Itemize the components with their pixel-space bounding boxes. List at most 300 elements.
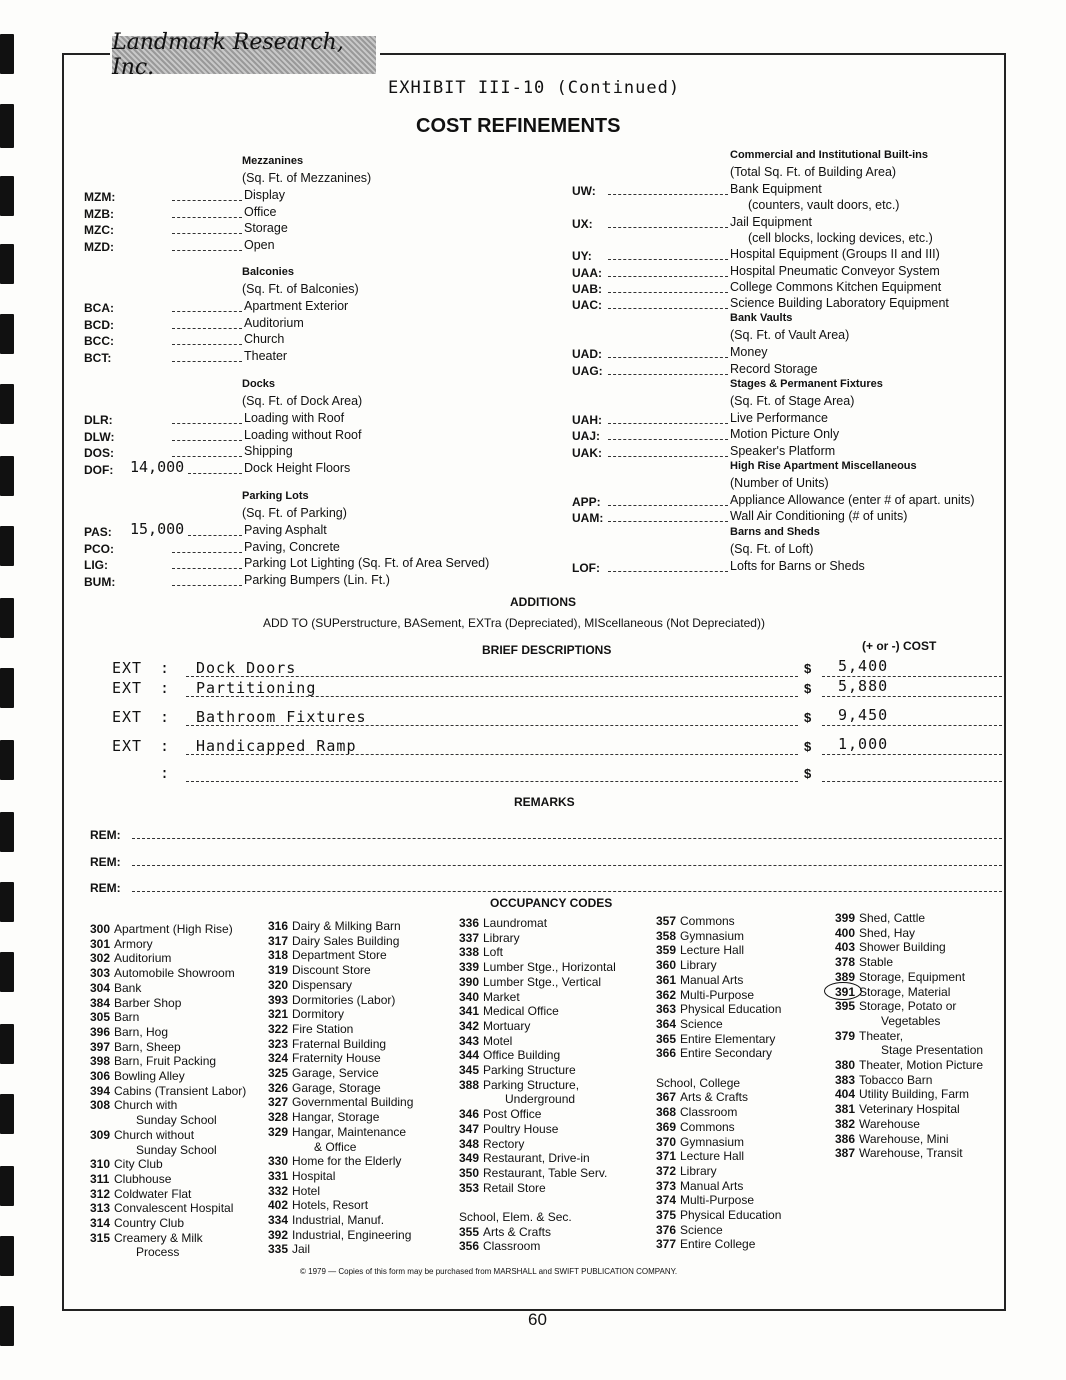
occupancy-entry bbox=[459, 945, 616, 960]
item-label: Apartment Exterior bbox=[244, 299, 349, 313]
exhibit-label: EXHIBIT III-10 (Continued) bbox=[388, 78, 681, 98]
addition-description: Partitioning bbox=[196, 679, 317, 697]
occupancy-label: Discount Store bbox=[292, 963, 371, 978]
item-code: UAJ: bbox=[572, 429, 601, 444]
item-sublabel: (cell blocks, locking devices, etc.) bbox=[748, 230, 933, 245]
occupancy-entry bbox=[835, 955, 983, 970]
group-subtitle: (Number of Units) bbox=[730, 475, 829, 490]
addition-line bbox=[186, 754, 798, 755]
addition-colon: : bbox=[160, 659, 171, 677]
remark-label: REM: bbox=[90, 881, 121, 895]
occupancy-entry bbox=[656, 929, 781, 944]
occupancy-label: Rectory bbox=[483, 1136, 525, 1151]
occupancy-code: 306 bbox=[90, 1069, 111, 1084]
occupancy-code: 353 bbox=[459, 1180, 480, 1195]
occupancy-entry bbox=[656, 1120, 781, 1135]
occupancy-label: Arts & Crafts bbox=[483, 1224, 552, 1239]
group-title: Commercial and Institutional Built-ins bbox=[730, 149, 929, 161]
occupancy-entry bbox=[835, 926, 983, 941]
occupancy-entry bbox=[268, 1081, 413, 1096]
item-code: UAK: bbox=[572, 445, 602, 460]
addition-colon: : bbox=[160, 764, 171, 782]
occupancy-label: Library bbox=[483, 930, 520, 945]
item-label: Lofts for Barns or Sheds bbox=[730, 558, 865, 573]
item-code: DLW: bbox=[84, 429, 115, 444]
item-code: APP: bbox=[572, 494, 601, 509]
occupancy-entry bbox=[90, 996, 246, 1011]
occupancy-label: Dormitory bbox=[292, 1007, 345, 1022]
occupancy-entry bbox=[835, 1043, 983, 1058]
item-code: DLR: bbox=[84, 413, 113, 427]
occupancy-entry bbox=[459, 960, 616, 975]
occupancy-entry bbox=[459, 1181, 616, 1196]
occupancy-label: Office Building bbox=[483, 1048, 561, 1063]
occupancy-code: 375 bbox=[656, 1208, 677, 1223]
addition-dollar: $ bbox=[804, 710, 812, 725]
addition-dollar: $ bbox=[804, 681, 812, 696]
item-label: Bank Equipment bbox=[730, 182, 822, 196]
occupancy-code: 362 bbox=[656, 987, 677, 1002]
occupancy-code: 363 bbox=[656, 1002, 677, 1017]
circled-code-mark bbox=[824, 982, 862, 1000]
occupancy-code: 327 bbox=[268, 1095, 289, 1110]
occupancy-code: 365 bbox=[656, 1031, 677, 1046]
occupancy-entry bbox=[90, 1054, 246, 1069]
occupancy-label: Arts & Crafts bbox=[680, 1090, 749, 1105]
occupancy-code: 315 bbox=[90, 1230, 111, 1245]
occupancy-entry bbox=[90, 1245, 246, 1260]
item-fill-line bbox=[608, 276, 728, 277]
item-label: Appliance Allowance (enter # of apart. units) bbox=[730, 492, 975, 507]
occupancy-label: Library bbox=[680, 958, 717, 973]
occupancy-label: Stable bbox=[859, 955, 894, 970]
occupancy-label: Fraternity House bbox=[292, 1051, 381, 1066]
occupancy-code: 404 bbox=[835, 1087, 856, 1102]
addition-type: EXT bbox=[112, 737, 143, 755]
occupancy-entry bbox=[656, 1179, 781, 1194]
item-sublabel: (counters, vault doors, etc.) bbox=[748, 198, 900, 213]
occupancy-code: 359 bbox=[656, 943, 677, 958]
occupancy-label: Post Office bbox=[483, 1107, 542, 1122]
occupancy-entry bbox=[459, 1019, 616, 1034]
item-label: Jail Equipment bbox=[730, 214, 812, 229]
occupancy-code: 310 bbox=[90, 1157, 111, 1172]
occupancy-code: 347 bbox=[459, 1121, 480, 1136]
occupancy-entry bbox=[459, 1004, 616, 1019]
occupancy-code: 360 bbox=[656, 958, 677, 973]
occupancy-entry bbox=[90, 1216, 246, 1231]
group-title: Docks bbox=[242, 378, 276, 390]
occupancy-code: 389 bbox=[835, 969, 856, 984]
occupancy-column bbox=[268, 919, 413, 1257]
occupancy-entry bbox=[459, 1166, 616, 1181]
occupancy-label: Governmental Building bbox=[292, 1095, 414, 1110]
company-logo: Landmark Research, Inc. bbox=[112, 36, 376, 74]
item-fill-line bbox=[608, 259, 728, 260]
occupancy-entry bbox=[268, 1022, 413, 1037]
occupancy-entry bbox=[656, 1032, 781, 1047]
item-code: BCC: bbox=[84, 334, 114, 348]
occupancy-label: Barn, Sheep bbox=[114, 1039, 181, 1054]
item-fill-line bbox=[608, 308, 728, 309]
group-subtitle: (Sq. Ft. of Dock Area) bbox=[242, 394, 363, 408]
occupancy-label: Dairy Sales Building bbox=[292, 933, 400, 948]
item-fill-line bbox=[172, 585, 242, 586]
occupancy-label: Shower Building bbox=[859, 940, 946, 955]
occupancy-entry bbox=[459, 1048, 616, 1063]
item-value: 14,000 bbox=[130, 457, 185, 476]
item-fill-line bbox=[608, 571, 728, 572]
occupancy-code: 396 bbox=[90, 1024, 111, 1039]
occupancy-entry bbox=[656, 1105, 781, 1120]
item-label: Church bbox=[244, 332, 285, 346]
occupancy-label: Restaurant, Table Serv. bbox=[483, 1165, 608, 1180]
occupancy-label: Hospital bbox=[292, 1168, 336, 1183]
occupancy-code: 314 bbox=[90, 1216, 111, 1231]
addition-dollar: $ bbox=[804, 766, 812, 781]
item-label: Shipping bbox=[244, 444, 293, 458]
group-title: High Rise Apartment Miscellaneous bbox=[730, 459, 917, 472]
item-label: Wall Air Conditioning (# of units) bbox=[730, 509, 908, 524]
occupancy-column bbox=[459, 916, 616, 1254]
occupancy-code: 341 bbox=[459, 1004, 480, 1019]
occupancy-code: 349 bbox=[459, 1151, 480, 1166]
occupancy-label: Dormitories (Labor) bbox=[292, 992, 396, 1007]
occupancy-code: 377 bbox=[656, 1237, 677, 1252]
occupancy-entry bbox=[268, 1007, 413, 1022]
item-fill-line bbox=[608, 456, 728, 457]
occupancy-entry bbox=[268, 1037, 413, 1052]
addition-cost-line bbox=[822, 754, 1002, 755]
occupancy-entry bbox=[835, 999, 983, 1014]
item-label: Loading with Roof bbox=[244, 411, 345, 425]
item-label: Money bbox=[730, 345, 768, 360]
item-fill-line bbox=[608, 521, 728, 522]
item-code: BUM: bbox=[84, 574, 116, 589]
item-label: Live Performance bbox=[730, 411, 828, 425]
addition-cost-line bbox=[822, 781, 1002, 782]
occupancy-entry bbox=[268, 1051, 413, 1066]
occupancy-label: Underground bbox=[505, 1092, 576, 1107]
occupancy-entry bbox=[656, 1135, 781, 1150]
occupancy-label: Process bbox=[136, 1245, 180, 1260]
occupancy-entry bbox=[459, 916, 616, 931]
addition-type: EXT bbox=[112, 679, 143, 697]
occupancy-label: Warehouse bbox=[859, 1116, 920, 1131]
add-to-line: ADD TO (SUPerstructure, BASement, EXTra (Depreciated), MIScellaneous (Not Depreciated)) bbox=[263, 616, 765, 630]
occupancy-entry bbox=[90, 937, 246, 952]
occupancy-label: Storage, Equipment bbox=[859, 969, 966, 984]
occupancy-code: 336 bbox=[459, 916, 480, 930]
occupancy-label: Fire Station bbox=[292, 1021, 354, 1036]
occupancy-label: Department Store bbox=[292, 948, 387, 963]
group-subtitle: (Sq. Ft. of Balconies) bbox=[242, 282, 359, 296]
occupancy-code: 355 bbox=[459, 1224, 480, 1239]
occupancy-entry bbox=[656, 1223, 781, 1238]
occupancy-label: Industrial, Engineering bbox=[292, 1227, 412, 1242]
occupancy-label: Garage, Storage bbox=[292, 1080, 381, 1095]
occupancy-label: Motel bbox=[483, 1033, 513, 1048]
occupancy-entry bbox=[459, 1225, 616, 1240]
occupancy-entry bbox=[90, 922, 246, 937]
occupancy-label: Fraternal Building bbox=[292, 1036, 387, 1051]
occupancy-code: 326 bbox=[268, 1080, 289, 1095]
occupancy-code: 374 bbox=[656, 1193, 677, 1208]
occupancy-entry bbox=[835, 1073, 983, 1088]
item-label: Speaker's Platform bbox=[730, 443, 836, 458]
group-subtitle: (Total Sq. Ft. of Building Area) bbox=[730, 165, 897, 179]
occupancy-label: Lecture Hall bbox=[680, 1149, 745, 1164]
item-fill-line bbox=[172, 552, 242, 553]
occupancy-entry bbox=[835, 1014, 983, 1029]
occupancy-entry bbox=[459, 1151, 616, 1166]
occupancy-code: 399 bbox=[835, 911, 856, 925]
occupancy-code: 342 bbox=[459, 1018, 480, 1033]
occupancy-label: Classroom bbox=[680, 1105, 738, 1120]
item-label: Theater bbox=[244, 348, 288, 363]
occupancy-entry bbox=[459, 1239, 616, 1254]
occupancy-label: Automobile Showroom bbox=[114, 966, 235, 981]
occupancy-entry bbox=[90, 1069, 246, 1084]
occupancy-label: Storage, Material bbox=[859, 984, 951, 999]
occupancy-code: 312 bbox=[90, 1186, 111, 1201]
remark-line bbox=[132, 891, 1002, 892]
remark-label: REM: bbox=[90, 855, 121, 869]
item-code: DOF: bbox=[84, 462, 114, 477]
occupancy-label: Auditorium bbox=[114, 951, 172, 966]
item-label: Display bbox=[244, 188, 285, 202]
occupancy-entry bbox=[835, 940, 983, 955]
item-fill-line bbox=[608, 227, 728, 228]
occupancy-entry bbox=[656, 973, 781, 988]
occupancy-code: 384 bbox=[90, 995, 111, 1010]
occupancy-entry bbox=[268, 1169, 413, 1184]
addition-type: EXT bbox=[112, 708, 143, 726]
occupancy-entry bbox=[835, 1029, 983, 1044]
occupancy-entry bbox=[90, 1098, 246, 1113]
occupancy-label: Storage, Potato or bbox=[859, 999, 957, 1014]
occupancy-code: 325 bbox=[268, 1066, 289, 1081]
occupancy-label: Sunday School bbox=[136, 1142, 217, 1157]
item-label: Motion Picture Only bbox=[730, 427, 840, 442]
occupancy-entry bbox=[459, 1122, 616, 1137]
occupancy-label: Dispensary bbox=[292, 977, 353, 992]
occupancy-code: 376 bbox=[656, 1222, 677, 1237]
occupancy-label: Manual Arts bbox=[680, 972, 744, 987]
occupancy-label: Science bbox=[680, 1222, 723, 1237]
occupancy-label: Physical Education bbox=[680, 1002, 782, 1017]
occupancy-code: 402 bbox=[268, 1198, 289, 1213]
occupancy-column bbox=[90, 922, 246, 1260]
occupancy-label: Hangar, Storage bbox=[292, 1110, 380, 1125]
occupancy-label: Entire College bbox=[680, 1237, 756, 1252]
occupancy-label: City Club bbox=[114, 1157, 163, 1172]
occupancy-code: 334 bbox=[268, 1213, 289, 1228]
item-code: BCA: bbox=[84, 301, 114, 315]
occupancy-label: Industrial, Manuf. bbox=[292, 1213, 385, 1228]
occupancy-label: Cabins (Transient Labor) bbox=[114, 1083, 247, 1098]
occupancy-label: Barn bbox=[114, 1010, 140, 1025]
occupancy-code: 397 bbox=[90, 1039, 111, 1054]
occupancy-entry bbox=[90, 1172, 246, 1187]
item-fill-line bbox=[172, 568, 242, 569]
group-title: Mezzanines bbox=[242, 155, 304, 167]
item-label: Hospital Equipment (Groups II and III) bbox=[730, 247, 940, 262]
occupancy-code: 335 bbox=[268, 1242, 289, 1257]
occupancy-code: 386 bbox=[835, 1131, 856, 1146]
occupancy-code: 378 bbox=[835, 955, 856, 970]
occupancy-code: 373 bbox=[656, 1178, 677, 1193]
occupancy-label: Market bbox=[483, 989, 520, 1004]
occupancy-code: 367 bbox=[656, 1090, 677, 1105]
occupancy-entry bbox=[90, 981, 246, 996]
occupancy-label: Multi-Purpose bbox=[680, 987, 755, 1002]
occupancy-entry bbox=[90, 1025, 246, 1040]
addition-colon: : bbox=[160, 708, 171, 726]
occupancy-entry bbox=[656, 1149, 781, 1164]
occupancy-label: Mortuary bbox=[483, 1018, 531, 1033]
occupancy-entry bbox=[835, 911, 983, 926]
occupancy-label: Parking Structure bbox=[483, 1063, 576, 1078]
page-title: COST REFINEMENTS bbox=[416, 115, 621, 137]
occupancy-entry bbox=[268, 934, 413, 949]
occupancy-code: 394 bbox=[90, 1083, 111, 1098]
item-label: Auditorium bbox=[244, 315, 304, 330]
occupancy-code: 350 bbox=[459, 1165, 480, 1180]
occupancy-label: Armory bbox=[114, 936, 153, 951]
occupancy-label: Coldwater Flat bbox=[114, 1186, 192, 1201]
occupancy-code: 388 bbox=[459, 1077, 480, 1092]
occupancy-entry bbox=[835, 1087, 983, 1102]
addition-type: EXT bbox=[112, 659, 143, 677]
occupancy-entry bbox=[90, 1128, 246, 1143]
addition-cost: 5,400 bbox=[838, 657, 889, 675]
item-label: Hospital Pneumatic Conveyor System bbox=[730, 263, 940, 278]
occupancy-code: 311 bbox=[90, 1171, 110, 1186]
occupancy-entry bbox=[656, 1046, 781, 1061]
occupancy-label: Hangar, Maintenance bbox=[292, 1124, 407, 1139]
item-label: Parking Bumpers (Lin. Ft.) bbox=[244, 572, 390, 587]
occupancy-code: 395 bbox=[835, 999, 856, 1014]
addition-cost: 9,450 bbox=[838, 706, 889, 724]
occupancy-entry bbox=[268, 1154, 413, 1169]
occupancy-label: Utility Building, Farm bbox=[859, 1087, 970, 1102]
item-code: UAM: bbox=[572, 511, 604, 526]
occupancy-label: Loft bbox=[483, 945, 504, 960]
item-code: UW: bbox=[572, 184, 596, 198]
item-code: UAC: bbox=[572, 298, 602, 313]
item-code: MZM: bbox=[84, 190, 116, 204]
page-number: 60 bbox=[528, 1310, 547, 1329]
occupancy-code: 398 bbox=[90, 1054, 111, 1069]
item-value: 15,000 bbox=[130, 520, 185, 538]
occupancy-label: Warehouse, Mini bbox=[859, 1131, 949, 1146]
occupancy-label: Poultry House bbox=[483, 1121, 559, 1136]
occupancy-entry bbox=[268, 1228, 413, 1243]
occupancy-label: Entire Secondary bbox=[680, 1046, 773, 1061]
occupancy-label: Vegetables bbox=[881, 1013, 941, 1028]
group-subtitle: (Sq. Ft. of Loft) bbox=[730, 541, 814, 556]
occupancy-entry bbox=[268, 1095, 413, 1110]
occupancy-code: 383 bbox=[835, 1072, 856, 1087]
occupancy-entry bbox=[835, 1058, 983, 1073]
addition-dollar: $ bbox=[804, 739, 812, 754]
frame-top-left bbox=[62, 53, 110, 55]
occupancy-code: 318 bbox=[268, 948, 289, 963]
occupancy-code: 302 bbox=[90, 951, 111, 966]
item-fill-line bbox=[172, 311, 242, 312]
group-subtitle: (Sq. Ft. of Stage Area) bbox=[730, 394, 855, 408]
occupancy-entry bbox=[656, 943, 781, 958]
occupancy-label: Gymnasium bbox=[680, 1134, 745, 1149]
remark-line bbox=[132, 838, 1002, 839]
addition-line bbox=[186, 725, 798, 726]
occupancy-entry bbox=[268, 1198, 413, 1213]
occupancy-label: Library bbox=[680, 1163, 717, 1178]
occupancy-code: 379 bbox=[835, 1028, 856, 1043]
item-label: Storage bbox=[244, 221, 288, 235]
addition-cost-line bbox=[822, 725, 1002, 726]
item-code: UAG: bbox=[572, 363, 603, 378]
occupancy-label: Restaurant, Drive-in bbox=[483, 1151, 590, 1166]
occupancy-code: 391 bbox=[835, 984, 856, 999]
occupancy-code: 345 bbox=[459, 1063, 480, 1078]
occupancy-code: 317 bbox=[268, 933, 289, 948]
group-title: Barns and Sheds bbox=[730, 525, 820, 538]
group-title: Bank Vaults bbox=[730, 312, 793, 325]
occupancy-label: Science bbox=[680, 1016, 723, 1031]
remark-line bbox=[132, 865, 1002, 866]
occupancy-code: 309 bbox=[90, 1127, 111, 1142]
occupancy-entry bbox=[90, 1187, 246, 1202]
occupancy-label: Warehouse, Transit bbox=[859, 1146, 963, 1161]
occupancy-entry bbox=[656, 1076, 781, 1091]
occupancy-code: 344 bbox=[459, 1048, 480, 1063]
occupancy-code: 330 bbox=[268, 1154, 289, 1169]
occupancy-entry bbox=[656, 1193, 781, 1208]
occupancy-code: 339 bbox=[459, 960, 480, 975]
occupancy-entry bbox=[90, 1010, 246, 1025]
occupancy-code: 337 bbox=[459, 930, 480, 945]
occupancy-label: Creamery & Milk bbox=[114, 1230, 203, 1245]
item-code: BCT: bbox=[84, 350, 112, 365]
occupancy-column bbox=[835, 911, 983, 1161]
occupancy-label: Manual Arts bbox=[680, 1178, 744, 1193]
item-label: Loading without Roof bbox=[244, 427, 362, 442]
occupancy-code: 370 bbox=[656, 1134, 677, 1149]
occupancy-label: Commons bbox=[680, 1119, 735, 1134]
addition-cost: 1,000 bbox=[838, 735, 889, 753]
occupancy-code: 305 bbox=[90, 1010, 111, 1025]
occupancy-code: 364 bbox=[656, 1016, 677, 1031]
item-fill-line bbox=[172, 440, 242, 441]
occupancy-label: Shed, Cattle bbox=[859, 911, 926, 925]
item-label: Parking Lot Lighting (Sq. Ft. of Area Served) bbox=[244, 556, 490, 570]
occupancy-label: Apartment (High Rise) bbox=[114, 922, 233, 936]
occupancy-code: 322 bbox=[268, 1021, 289, 1036]
occupancy-label: Gymnasium bbox=[680, 928, 745, 943]
item-fill-line bbox=[172, 328, 242, 329]
occupancy-label: Commons bbox=[680, 914, 735, 928]
occupancy-entry bbox=[835, 1102, 983, 1117]
occupancy-code: 393 bbox=[268, 992, 289, 1007]
item-fill-line bbox=[608, 194, 728, 195]
occupancy-code: 382 bbox=[835, 1116, 856, 1131]
occupancy-entry bbox=[459, 1137, 616, 1152]
occupancy-entry bbox=[459, 975, 616, 990]
occupancy-entry bbox=[835, 1132, 983, 1147]
item-fill-line bbox=[608, 423, 728, 424]
